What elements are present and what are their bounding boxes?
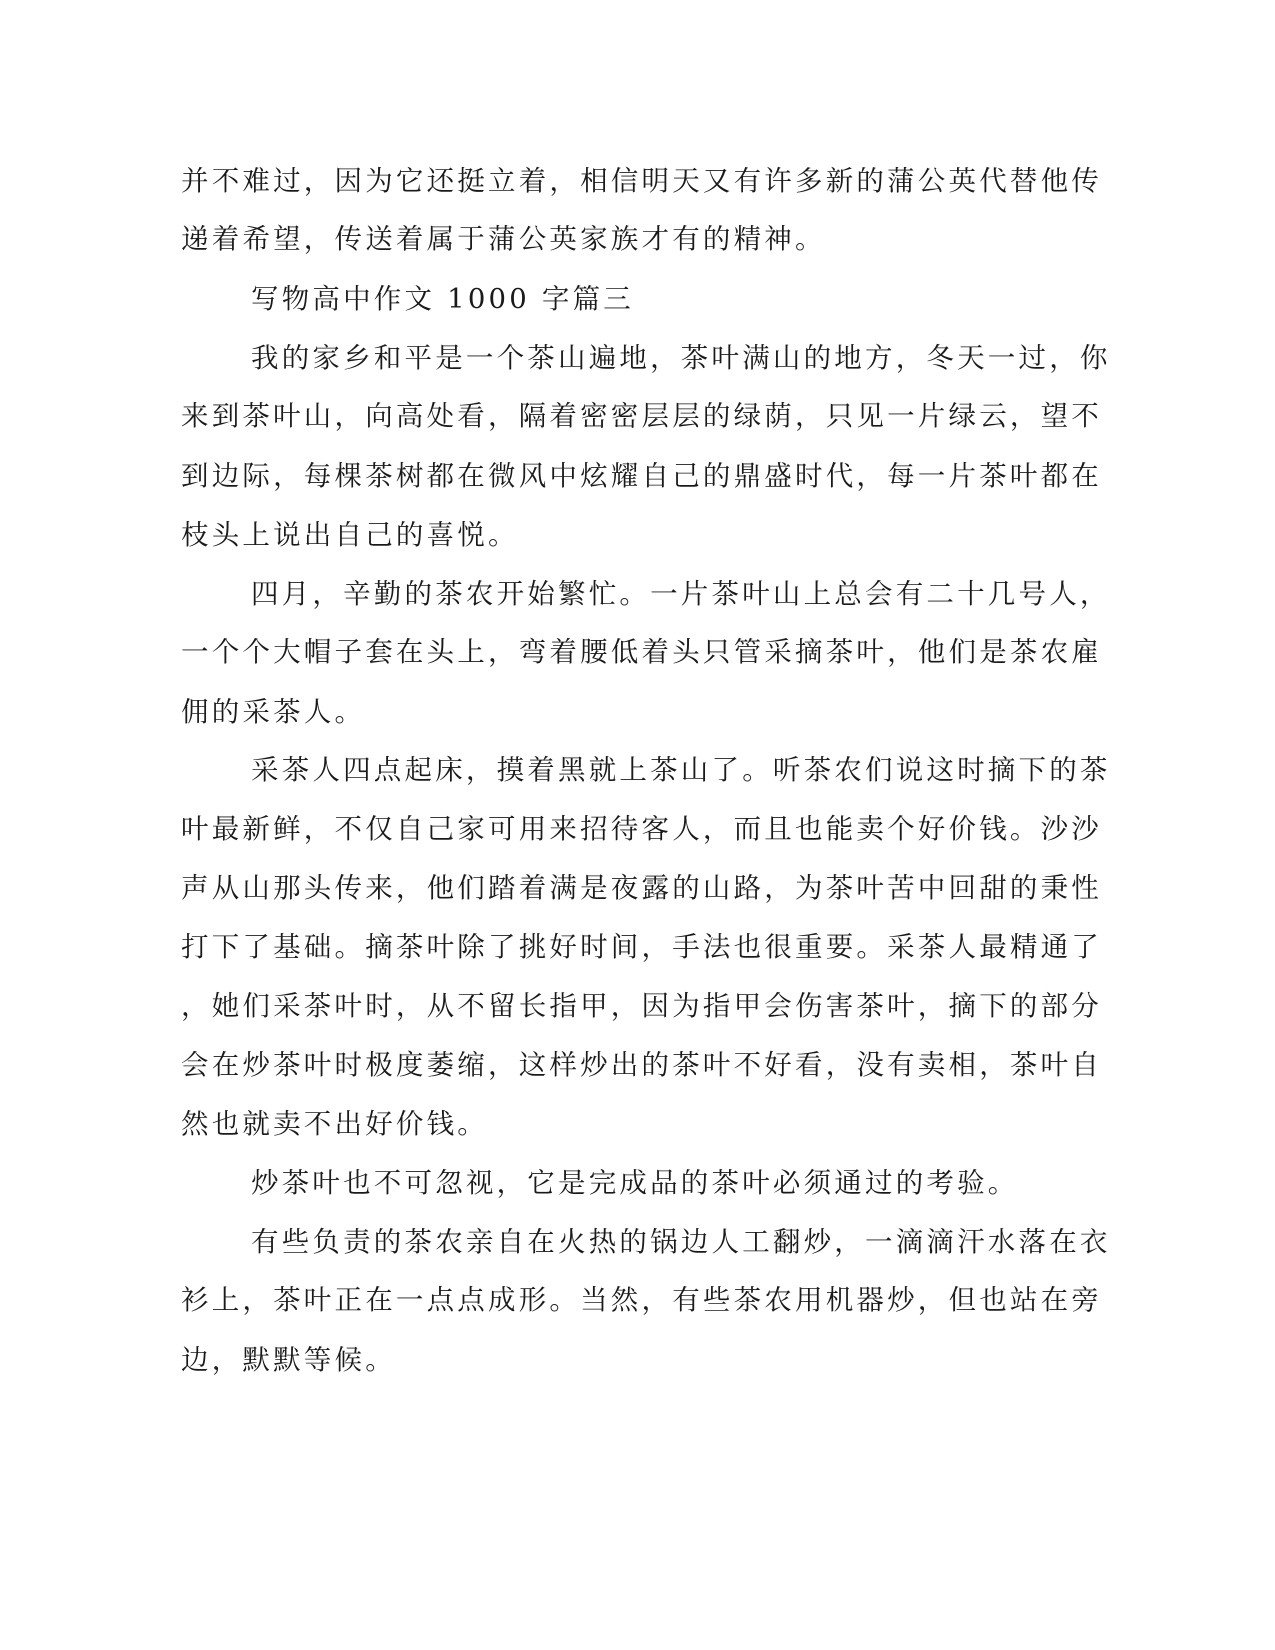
text-line: 边，默默等候。 <box>181 1344 396 1376</box>
text-line: 到边际，每棵茶树都在微风中炫耀自己的鼎盛时代，每一片茶叶都在 <box>181 460 1102 492</box>
text-line: 叶最新鲜，不仅自己家可用来招待客人，而且也能卖个好价钱。沙沙 <box>181 813 1102 845</box>
text-line: 有些负责的茶农亲自在火热的锅边人工翻炒，一滴滴汗水落在衣 <box>251 1226 1111 1258</box>
text-line: 来到茶叶山，向高处看，隔着密密层层的绿荫，只见一片绿云，望不 <box>181 400 1102 432</box>
text-line: 并不难过，因为它还挺立着，相信明天又有许多新的蒲公英代替他传 <box>181 165 1102 197</box>
text-line: 声从山那头传来，他们踏着满是夜露的山路，为茶叶苦中回甜的秉性 <box>181 872 1102 904</box>
text-line: 我的家乡和平是一个茶山遍地，茶叶满山的地方，冬天一过，你 <box>251 342 1111 374</box>
text-line: 采茶人四点起床，摸着黑就上茶山了。听茶农们说这时摘下的茶 <box>251 754 1111 786</box>
text-line: 佣的采茶人。 <box>181 696 366 728</box>
text-line: 衫上，茶叶正在一点点成形。当然，有些茶农用机器炒，但也站在旁 <box>181 1284 1102 1316</box>
section-heading: 写物高中作文 1000 字篇三 <box>251 283 634 315</box>
text-line: 会在炒茶叶时极度萎缩，这样炒出的茶叶不好看，没有卖相，茶叶自 <box>181 1049 1102 1081</box>
text-line: 四月，辛勤的茶农开始繁忙。一片茶叶山上总会有二十几号人， <box>251 578 1111 610</box>
text-line: ，她们采茶叶时，从不留长指甲，因为指甲会伤害茶叶，摘下的部分 <box>181 990 1102 1022</box>
text-line: 一个个大帽子套在头上，弯着腰低着头只管采摘茶叶，他们是茶农雇 <box>181 636 1102 668</box>
text-line: 炒茶叶也不可忽视，它是完成品的茶叶必须通过的考验。 <box>251 1167 1019 1199</box>
text-line: 递着希望，传送着属于蒲公英家族才有的精神。 <box>181 223 826 255</box>
text-line: 打下了基础。摘茶叶除了挑好时间，手法也很重要。采茶人最精通了 <box>181 931 1102 963</box>
text-line: 然也就卖不出好价钱。 <box>181 1108 488 1140</box>
text-line: 枝头上说出自己的喜悦。 <box>181 519 519 551</box>
